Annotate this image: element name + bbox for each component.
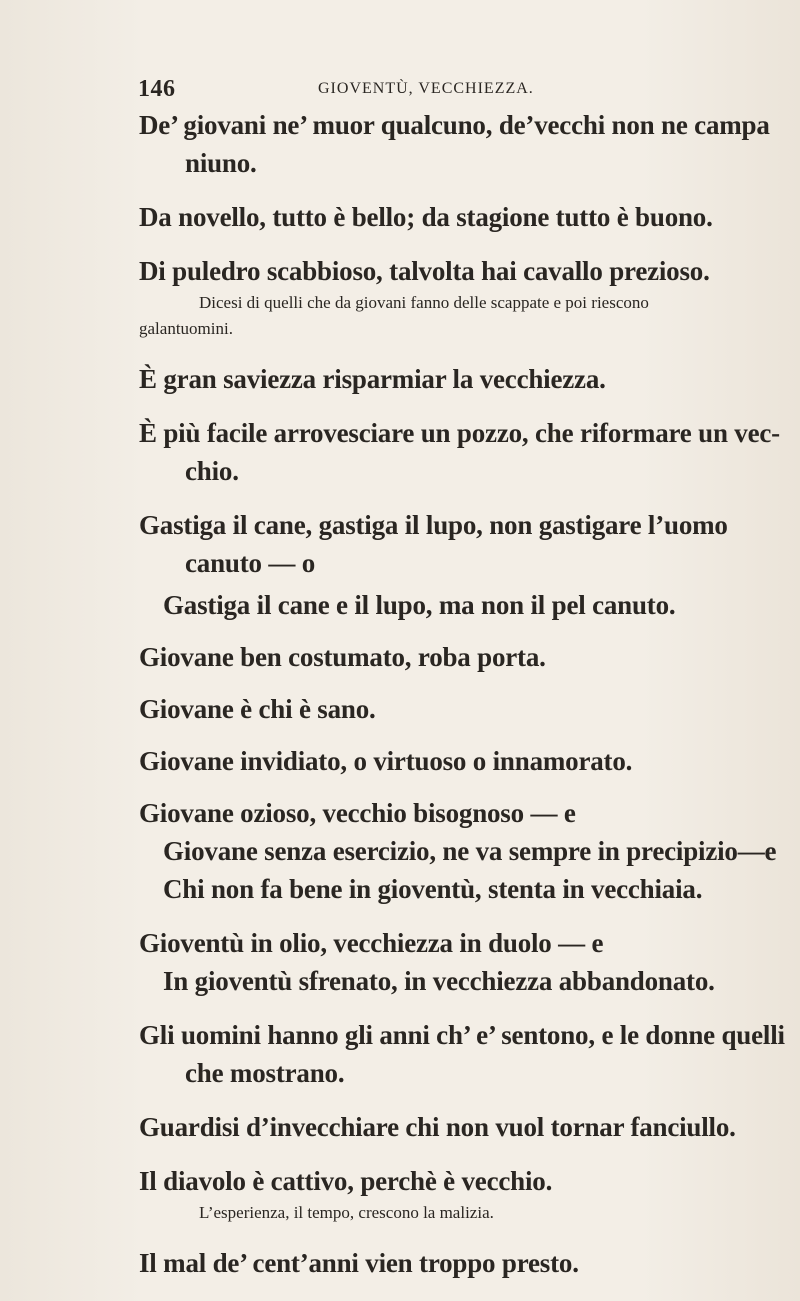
proverb-line: Da novello, tutto è bello; da stagione tutto è buono.: [139, 202, 713, 232]
proverb-line: Giovane ozioso, vecchio bisognoso — e: [139, 798, 576, 828]
explanatory-note-continued: galantuomini.: [139, 319, 233, 338]
explanatory-note: Dicesi di quelli che da giovani fanno delle scappate e poi riescono: [199, 293, 649, 312]
explanatory-note: L’esperienza, il tempo, crescono la malizia.: [199, 1203, 494, 1222]
proverb-variant: Gastiga il cane e il lupo, ma non il pel canuto.: [163, 590, 676, 620]
proverb-line: È gran saviezza risparmiar la vecchiezza.: [139, 364, 606, 394]
proverb-entry: [139, 794, 777, 908]
proverb-line: Di puledro scabbioso, talvolta hai cavallo prezioso.: [139, 256, 710, 286]
proverb-entry: [139, 924, 739, 1000]
proverb-line: Il mal de’ cent’anni vien troppo presto.: [139, 1248, 579, 1278]
running-title: GIOVENTÙ, VECCHIEZZA.: [318, 80, 534, 97]
proverb-line-continued: che mostrano.: [185, 1058, 345, 1088]
proverb-line: Giovane invidiato, o virtuoso o innamorato.: [139, 746, 633, 776]
proverb-entry: [139, 1244, 739, 1282]
proverb-line: Gli uomini hanno gli anni ch’ e’ sentono, e le donne quelli: [139, 1020, 785, 1050]
proverb-variant: In gioventù sfrenato, in vecchiezza abbandonato.: [163, 966, 715, 996]
proverb-line: È più facile arrovesciare un pozzo, che riformare un vec-: [139, 418, 780, 448]
proverb-line: Giovane ben costumato, roba porta.: [139, 642, 546, 672]
proverb-variant: Giovane senza esercizio, ne va sempre in precipizio—e: [163, 836, 777, 866]
proverb-entry: [139, 198, 739, 236]
page-header: [138, 76, 658, 104]
proverb-line-continued: chio.: [185, 456, 239, 486]
proverb-entry: [139, 638, 739, 676]
proverb-list: [139, 106, 785, 1282]
page-number: 146: [138, 76, 176, 102]
proverb-entry: [139, 106, 770, 182]
proverb-entry: [139, 742, 739, 780]
proverb-entry: [139, 1162, 739, 1226]
proverb-line: Il diavolo è cattivo, perchè è vecchio.: [139, 1166, 553, 1196]
proverb-line: De’ giovani ne’ muor qualcuno, de’vecchi non ne campa: [139, 110, 770, 140]
proverb-variant: Chi non fa bene in gioventù, stenta in vecchiaia.: [163, 874, 703, 904]
proverb-line: Guardisi d’invecchiare chi non vuol tornar fanciullo.: [139, 1112, 736, 1142]
proverb-entry: [139, 414, 780, 490]
proverb-line: Giovane è chi è sano.: [139, 694, 376, 724]
proverb-line-continued: niuno.: [185, 148, 257, 178]
proverb-entry: [139, 252, 739, 342]
proverb-line: Gastiga il cane, gastiga il lupo, non gastigare l’uomo: [139, 510, 728, 540]
proverb-entry: [139, 506, 739, 624]
proverb-line-continued: canuto — o: [185, 548, 316, 578]
proverb-line: Gioventù in olio, vecchiezza in duolo — e: [139, 928, 604, 958]
proverb-entry: [139, 690, 739, 728]
proverb-entry: [139, 1108, 739, 1146]
proverb-entry: [139, 360, 739, 398]
proverb-entry: [139, 1016, 785, 1092]
